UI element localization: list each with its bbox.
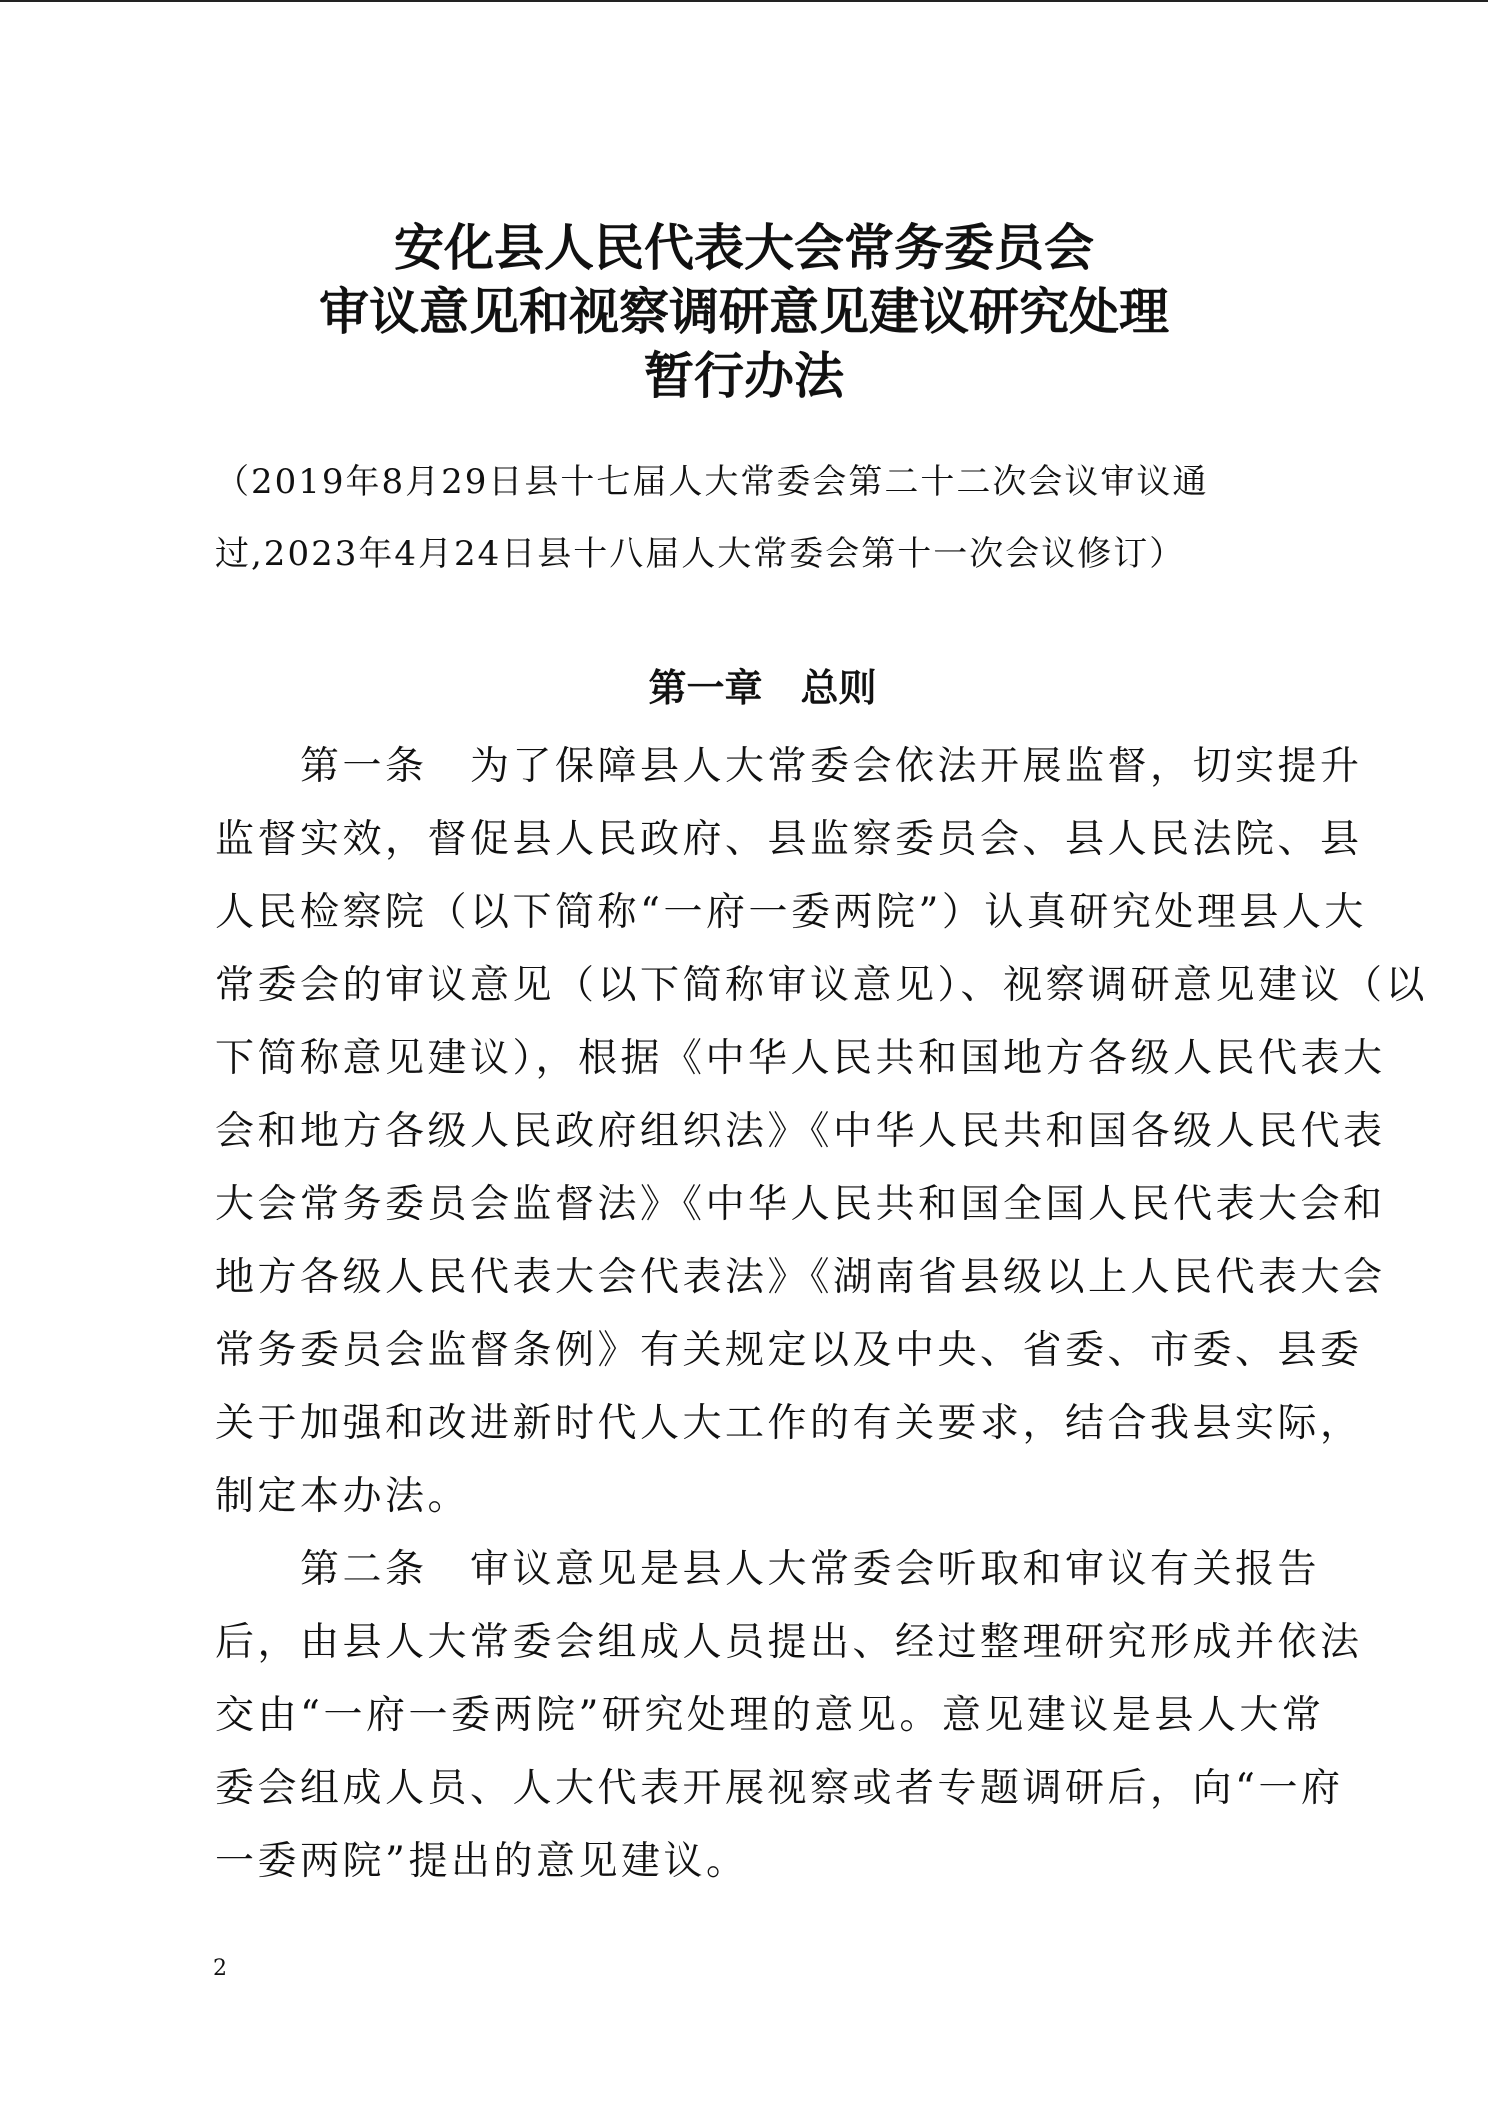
body-line: 第一条 为了保障县人大常委会依法开展监督，切实提升 <box>215 744 1363 789</box>
adoption-note-line-2: 过,2023年4月24日县十八届人大常委会第十一次会议修订） <box>215 534 1186 574</box>
adoption-note <box>215 446 1310 590</box>
title-line-2: 审议意见和视察调研意见建议研究处理 <box>319 282 1169 341</box>
body-line: 交由“一府一委两院”研究处理的意见。意见建议是县人大常 <box>215 1693 1325 1738</box>
top-border-line <box>0 0 1488 2</box>
body-line: 常委会的审议意见（以下简称审议意见）、视察调研意见建议（以 <box>215 963 1429 1008</box>
body-line: 后，由县人大常委会组成人员提出、经过整理研究形成并依法 <box>215 1620 1363 1665</box>
body-line: 关于加强和改进新时代人大工作的有关要求，结合我县实际， <box>215 1401 1363 1446</box>
body-line: 一委两院”提出的意见建议。 <box>215 1839 749 1884</box>
body-line: 会和地方各级人民政府组织法》《中华人民共和国各级人民代表 <box>215 1109 1386 1154</box>
body-line: 委会组成人员、人大代表开展视察或者专题调研后，向“一府 <box>215 1766 1344 1811</box>
body-line: 人民检察院（以下简称“一府一委两院”）认真研究处理县人大 <box>215 890 1367 935</box>
body-line: 第二条 审议意见是县人大常委会听取和审议有关报告 <box>215 1547 1321 1592</box>
body-line: 制定本办法。 <box>215 1474 471 1519</box>
document-title <box>215 216 1273 408</box>
body-line: 监督实效，督促县人民政府、县监察委员会、县人民法院、县 <box>215 817 1363 862</box>
body-line: 常务委员会监督条例》有关规定以及中央、省委、市委、县委 <box>215 1328 1363 1373</box>
body-text <box>215 730 1429 1898</box>
body-line: 地方各级人民代表大会代表法》《湖南省县级以上人民代表大会 <box>215 1255 1386 1300</box>
title-line-3: 暂行办法 <box>644 346 844 405</box>
title-line-1: 安化县人民代表大会常务委员会 <box>394 218 1094 277</box>
chapter-heading: 第一章 总则 <box>648 666 877 710</box>
page-number: 2 <box>213 1956 227 1981</box>
body-line: 下简称意见建议），根据《中华人民共和国地方各级人民代表大 <box>215 1036 1386 1081</box>
body-line: 大会常务委员会监督法》《中华人民共和国全国人民代表大会和 <box>215 1182 1386 1227</box>
adoption-note-line-1: （2019年8月29日县十七届人大常委会第二十二次会议审议通 <box>215 462 1209 502</box>
